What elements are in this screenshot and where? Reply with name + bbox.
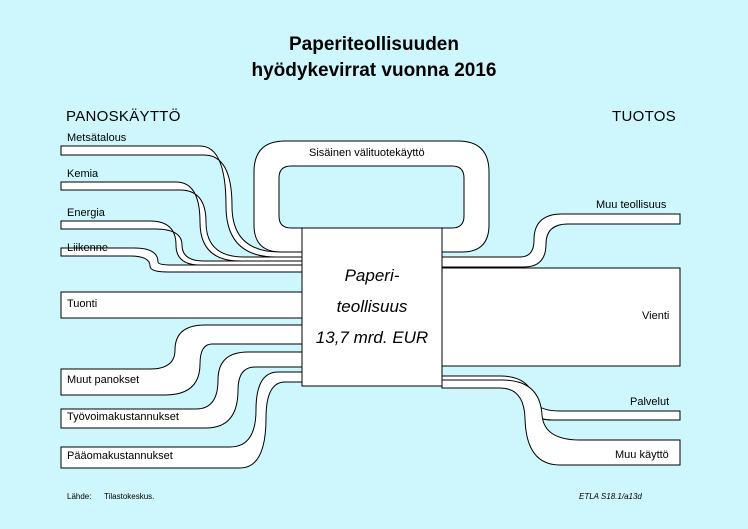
input-label-muut-panokset: Muut panokset <box>67 374 140 386</box>
source-label: Lähde: <box>67 492 92 501</box>
center-line-3: 13,7 mrd. EUR <box>315 328 429 347</box>
left-header: PANOSKÄYTTÖ <box>66 108 181 125</box>
input-label-liikenne: Liikenne <box>67 242 108 254</box>
input-label-kemia: Kemia <box>67 168 99 180</box>
title-line-2: hyödykevirrat vuonna 2016 <box>251 60 497 81</box>
input-label-metsatalous: Metsätalous <box>67 132 127 144</box>
center-line-2: teollisuus <box>336 297 408 316</box>
etla-code: ETLA S18.1/a13d <box>579 492 642 501</box>
right-header: TUOTOS <box>612 108 677 125</box>
center-line-1: Paperi- <box>344 266 400 285</box>
output-label-muu-teollisuus: Muu teollisuus <box>596 199 667 211</box>
input-label-tyovoima: Työvoimakustannukset <box>67 411 179 423</box>
title-line-1: Paperiteollisuuden <box>289 34 459 55</box>
input-label-paaoma: Pääomakustannukset <box>67 450 173 462</box>
output-label-muu-kaytto: Muu käyttö <box>615 449 669 461</box>
loop-label: Sisäinen välituotekäyttö <box>309 147 425 159</box>
input-label-energia: Energia <box>67 207 105 219</box>
output-label-palvelut: Palvelut <box>630 396 670 408</box>
source-value: Tilastokeskus. <box>104 492 155 501</box>
output-label-vienti: Vienti <box>642 310 670 322</box>
input-label-tuonti: Tuonti <box>67 298 98 310</box>
